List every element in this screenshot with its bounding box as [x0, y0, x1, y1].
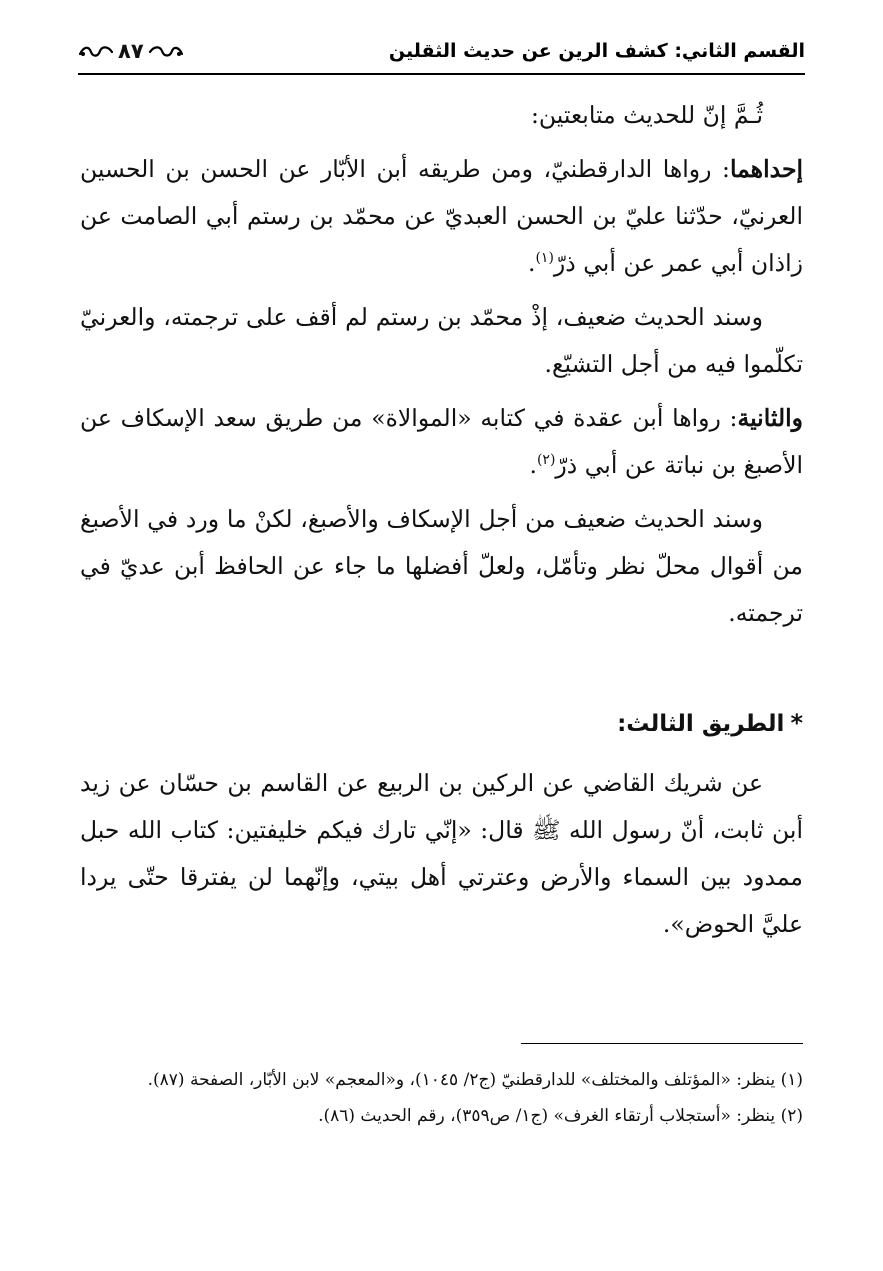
- second-narration-paragraph: [80, 395, 803, 489]
- main-text: [80, 92, 803, 955]
- footnote-separator: [521, 1043, 803, 1044]
- calligraphic-flourish-icon: [78, 43, 114, 59]
- second-narration-end: .: [529, 451, 537, 479]
- calligraphic-flourish-icon: [148, 43, 184, 59]
- third-route-paragraph: عن شريك القاضي عن الركين بن الربيع عن القاسم بن حسّان عن زيد أبن ثابت، أنّ رسول الله ﷺ قال: «إنّي تارك فيكم خليفتين: كتاب الله حبل ممدود بين السماء والأرض وعترتي أهل بيتي، وإنّهما لن يفترقا حتّى يردا عليَّ الحوض».: [80, 769, 803, 938]
- first-narration-lead: إحداهما: [729, 155, 803, 183]
- first-narration-end: .: [527, 249, 536, 277]
- footnote-ref-2[interactable]: (٢): [536, 452, 556, 469]
- footnote-ref-1[interactable]: (١): [535, 250, 554, 267]
- asterisk-icon: *: [790, 709, 803, 737]
- second-narration-lead: والثانية: [737, 404, 803, 432]
- first-chain-assessment: وسند الحديث ضعيف، إذْ محمّد بن رستم لم أقف على ترجمته، والعرنيّ تكلّموا فيه من أجل التشيّع.: [80, 303, 803, 378]
- second-narration-text: : رواها أبن عقدة في كتابه «الموالاة» من طريق سعد الإسكاف عن الأصبغ بن نباتة عن أبي ذرّ: [80, 404, 803, 479]
- first-narration-paragraph: [80, 146, 803, 287]
- footnote-1: (١) ينظر: «المؤتلف والمختلف» للدارقطنيّ (ج٢/ ١٠٤٥)، و«المعجم» لابن الأبّار، الصفحة (٨٧).: [147, 1070, 803, 1090]
- footnotes: [80, 1062, 803, 1134]
- footnote-2: (٢) ينظر: «أستجلاب أرتقاء الغرف» (ج١/ ص٣٥٩)، رقم الحديث (٨٦).: [318, 1106, 803, 1126]
- page-number-box: [78, 39, 184, 63]
- second-chain-assessment: وسند الحديث ضعيف من أجل الإسكاف والأصبغ، لكنْ ما ورد في الأصبغ من أقوال محلّ نظر وتأمّل، ولعلّ أفضلها ما جاء عن الحافظ أبن عديّ في ترجمته.: [80, 505, 803, 627]
- header-rule: [78, 73, 805, 75]
- intro-paragraph: ثُـمَّ إنّ للحديث متابعتين:: [530, 101, 763, 129]
- running-header: [78, 30, 805, 72]
- section-heading-text: الطريق الثالث:: [617, 711, 785, 737]
- first-narration-text: : رواها الدارقطنيّ، ومن طريقه أبن الأبّار عن الحسن بن الحسين العرنيّ، حدّثنا عليّ بن الحسن العبديّ عن محمّد بن رستم أبي الصامت عن زاذان أبي عمر عن أبي ذرّ: [80, 155, 803, 277]
- running-header-title: القسم الثاني: كشف الرين عن حديث الثقلين: [388, 40, 805, 62]
- page-number: ٨٧: [118, 39, 144, 63]
- section-heading: [80, 703, 803, 744]
